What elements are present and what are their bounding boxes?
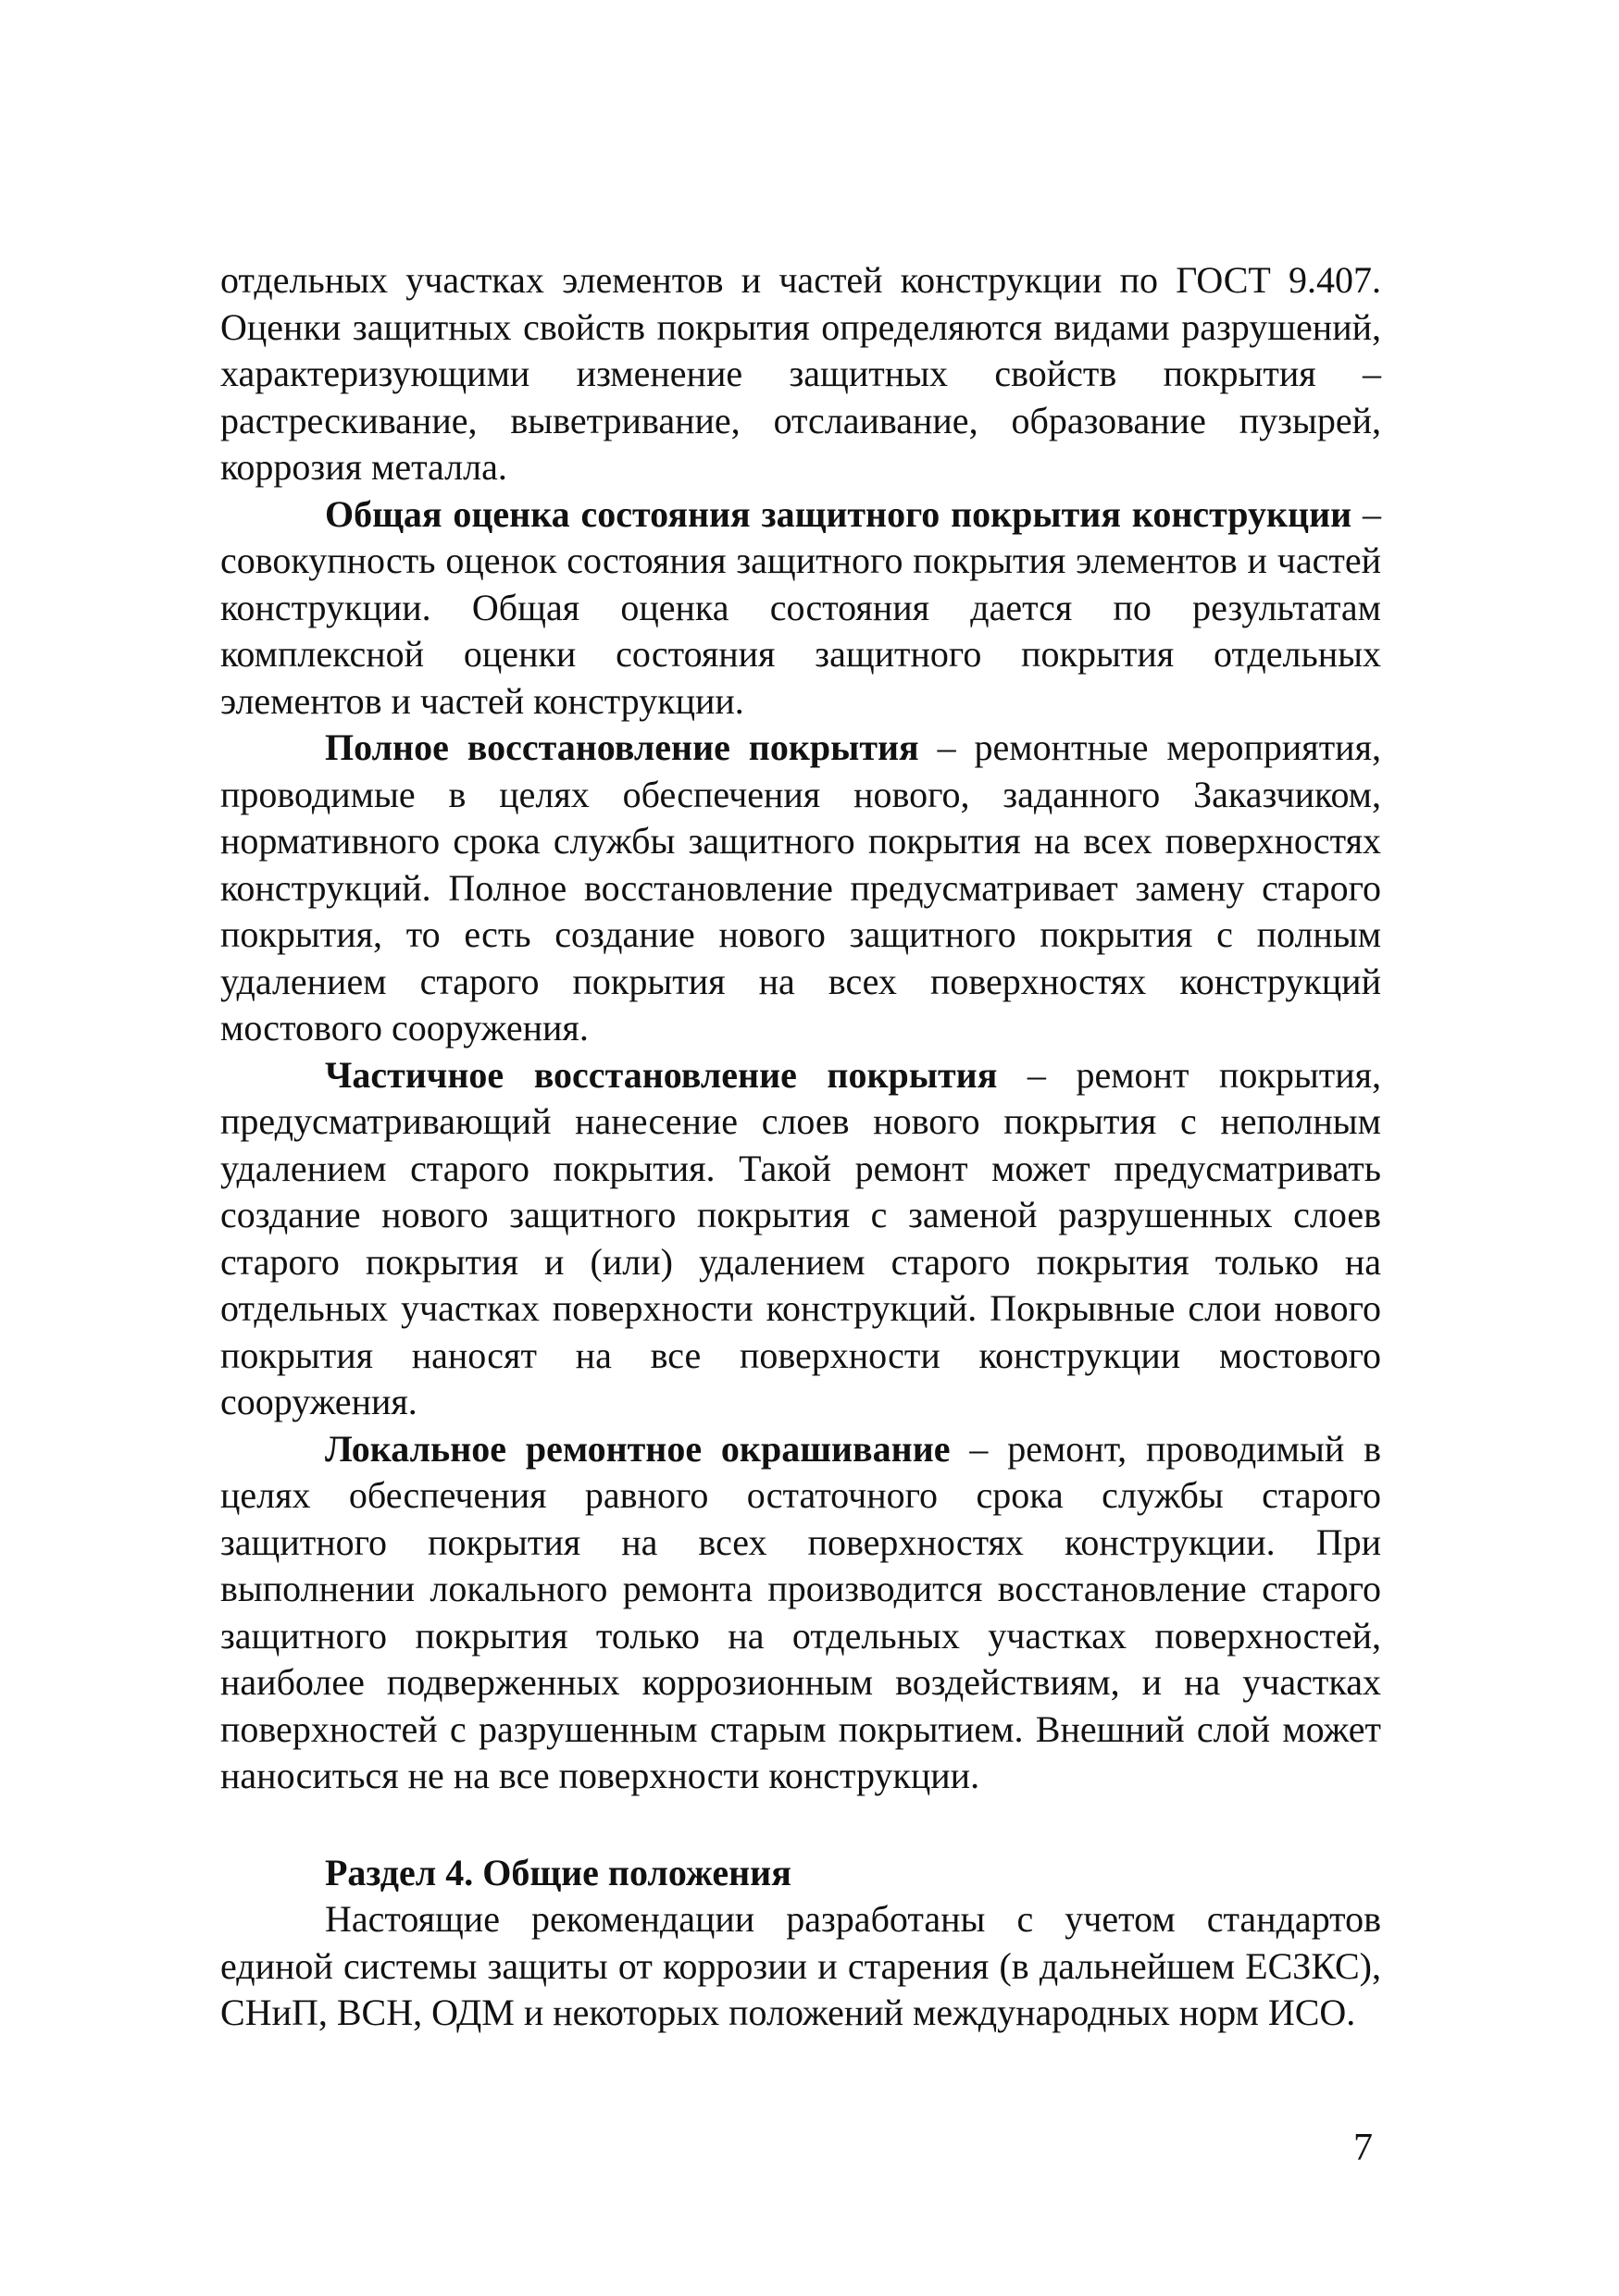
page-number: 7 — [1353, 2127, 1373, 2169]
section-title: Раздел 4. Общие положения — [325, 1851, 791, 1893]
section-paragraph: Настоящие рекомендации разработаны с учетом стандартов единой системы защиты от коррозии и старения (в дальнейшем ЕСЗКС), СНиП, ВСН, ОДМ и некоторых положений международных норм ИСО. — [220, 1898, 1381, 2033]
definition-term: Полное восстановление покрытия — [325, 726, 919, 768]
document-page — [220, 257, 1381, 2037]
definition-term: Локальное ремонтное окрашивание — [325, 1427, 951, 1470]
definition-paragraph-overall-assessment — [220, 491, 1381, 726]
definition-text: – ремонт, проводимый в целях обеспечения равного остаточного срока службы старого защитного покрытия на всех поверхностях конструкции. При выполнении локального ремонта производится восстановление старого защитного покрытия только на отдельных участках поверхностей, наиболее подверженных коррозионным воздействиям, и на участках поверхностей с разрушенным старым покрытием. Внешний слой может наноситься не на все поверхности конструкции. — [220, 1427, 1381, 1796]
definition-paragraph-full-restoration — [220, 725, 1381, 1052]
definition-text: – ремонт покрытия, предусматривающий нанесение слоев нового покрытия с неполным удалением старого покрытия. Такой ремонт может предусматривать создание нового защитного покрытия с заменой разрушенных слоев старого покрытия и (или) удалением старого покрытия только на отдельных участках поверхности конструкций. Покрывные слои нового покрытия наносят на все поверхности конструкции мостового сооружения. — [220, 1053, 1381, 1422]
definition-term: Общая оценка состояния защитного покрытия конструкции — [325, 492, 1352, 535]
intro-paragraph: отдельных участках элементов и частей конструкции по ГОСТ 9.407. Оценки защитных свойств покрытия определяются видами разрушений, характеризующими изменение защитных свойств покрытия – растрескивание, выветривание, отслаивание, образование пузырей, коррозия металла. — [220, 259, 1381, 488]
definition-paragraph-partial-restoration — [220, 1052, 1381, 1426]
definition-term: Частичное восстановление покрытия — [325, 1053, 998, 1096]
definition-paragraph-local-repair — [220, 1426, 1381, 1800]
definition-text: – совокупность оценок состояния защитного покрытия элементов и частей конструкции. Общая оценка состояния дается по результатам комплексной оценки состояния защитного покрытия отдельных элементов и частей конструкции. — [220, 492, 1382, 722]
definition-text: – ремонтные мероприятия, проводимые в целях обеспечения нового, заданного Заказчиком, нормативного срока службы защитного покрытия на всех поверхностях конструкций. Полное восстановление предусматривает замену старого покрытия, то есть создание нового защитного покрытия с полным удалением старого покрытия на всех поверхностях конструкций мостового сооружения. — [220, 726, 1381, 1049]
